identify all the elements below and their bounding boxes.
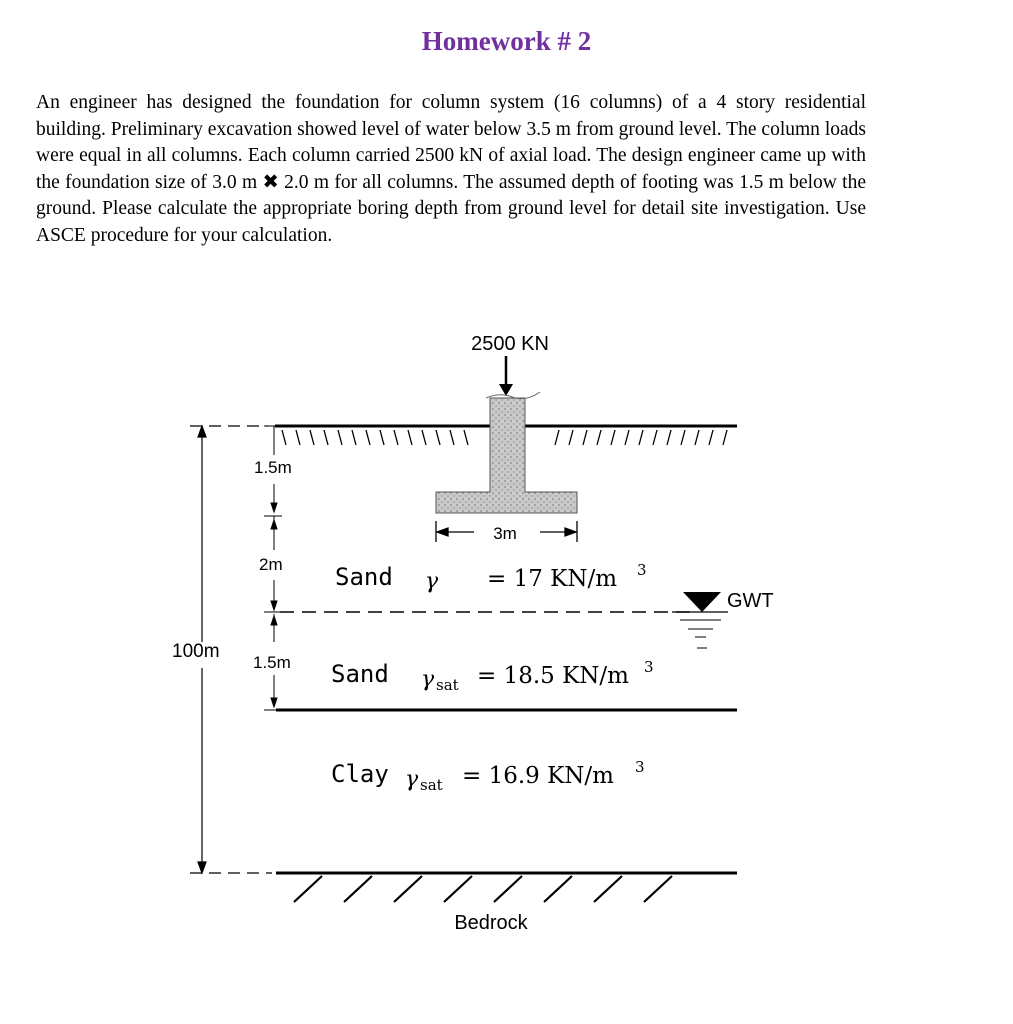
footing: [436, 392, 577, 513]
bedrock-surface: [276, 873, 737, 902]
layer-unit-weight-value: = 16.9 KN/m: [462, 763, 614, 789]
layer-unit-weight-symbol: γ: [421, 667, 435, 692]
layer-unit-weight-value: = 17 KN/m: [487, 566, 618, 592]
layer-soil-name: Sand: [331, 660, 389, 688]
layer-label-sand-saturated: [331, 658, 654, 694]
load-label: 2500 KN: [471, 333, 549, 355]
layer-unit-weight-subscript: sat: [436, 676, 459, 694]
gwt-symbol: [672, 592, 728, 648]
layer-unit-weight-symbol: γ: [425, 569, 439, 594]
layer-soil-name: Clay: [331, 760, 389, 788]
layer-soil-name: Sand: [335, 563, 393, 591]
layer-unit-exponent: 3: [644, 658, 654, 676]
bedrock-label: Bedrock: [454, 912, 528, 934]
layer-label-clay: [331, 758, 645, 794]
load-arrow: [499, 356, 513, 396]
gwt-label: GWT: [727, 590, 774, 612]
layer-unit-weight-value: = 18.5 KN/m: [477, 663, 629, 689]
bedrock-depth-label: 100m: [172, 641, 220, 662]
gwt-depth-label: 2m: [259, 555, 283, 574]
layer-unit-weight-symbol: γ: [405, 767, 419, 792]
sand-depth-label: 1.5m: [253, 653, 291, 672]
footing-width-label: 3m: [493, 524, 517, 543]
soil-profile-diagram: [0, 300, 1013, 960]
footing-depth-label: 1.5m: [254, 458, 292, 477]
layer-unit-exponent: 3: [637, 561, 647, 579]
layer-unit-exponent: 3: [635, 758, 645, 776]
problem-statement: An engineer has designed the foundation for column system (16 columns) of a 4 story residential building. Preliminary excavation showed level of water below 3.5 m from ground level. The column loads were equal in all columns. Each column carried 2500 kN of axial load. The design engineer came up with the foundation size of 3.0 m ✖ 2.0 m for all columns. The assumed depth of footing was 1.5 m below the ground. Please calculate the appropriate boring depth from ground level for detail site investigation. Use ASCE procedure for your calculation.: [36, 92, 866, 246]
layer-label-sand-dry: [335, 561, 647, 594]
page-title: Homework # 2: [421, 26, 592, 56]
layer-unit-weight-subscript: sat: [420, 776, 443, 794]
